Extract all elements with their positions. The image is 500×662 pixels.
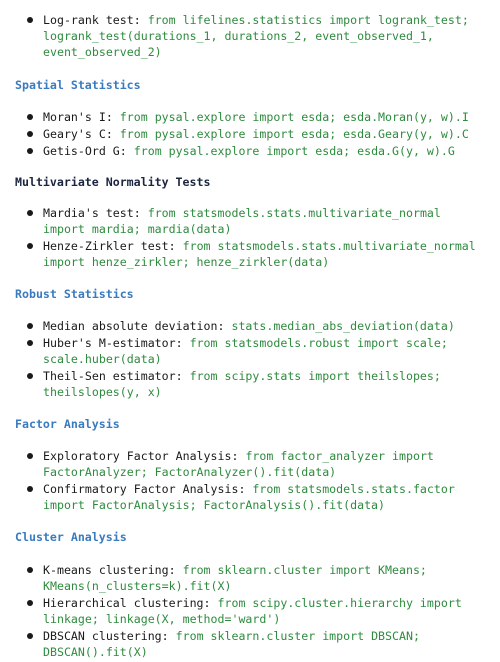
item-code: from pysal.explore import esda; esda.G(y, w).G: [133, 144, 455, 158]
item-code: from scipy.cluster.hierarchy import linkage; linkage(X, method='ward'): [43, 596, 462, 626]
list-item: [0, 318, 483, 334]
item-label: Mardia's test:: [43, 206, 141, 220]
list-item: [0, 628, 483, 660]
item-label: Confirmatory Factor Analysis:: [43, 482, 246, 496]
list-item: [0, 481, 483, 513]
list-item: [0, 126, 483, 142]
bullet-icon: [27, 453, 33, 459]
item-label: K-means clustering:: [43, 563, 176, 577]
section-heading-spatial-statistics: Spatial Statistics: [15, 78, 141, 92]
item-code: from statsmodels.stats.multivariate_normal import henze_zirkler; henze_zirkler(data): [43, 239, 476, 269]
item-label: Moran's I:: [43, 110, 113, 124]
section-heading-cluster-analysis: Cluster Analysis: [15, 530, 127, 544]
item-code: stats.median_abs_deviation(data): [231, 319, 455, 333]
list-item: [0, 448, 483, 480]
list-item: [0, 109, 483, 125]
bullet-icon: [27, 114, 33, 120]
list-item: [0, 335, 483, 367]
item-label: Log-rank test:: [43, 13, 141, 27]
item-label: Theil-Sen estimator:: [43, 369, 183, 383]
item-label: Hierarchical clustering:: [43, 596, 211, 610]
bullet-icon: [27, 633, 33, 639]
cluster-analysis-list: [0, 562, 483, 661]
bullet-icon: [27, 323, 33, 329]
bullet-icon: [27, 210, 33, 216]
item-label: Geary's C:: [43, 127, 113, 141]
bullet-icon: [27, 243, 33, 249]
item-code: from statsmodels.stats.factor import FactorAnalysis; FactorAnalysis().fit(data): [43, 482, 455, 512]
item-code: from pysal.explore import esda; esda.Geary(y, w).C: [119, 127, 469, 141]
bullet-icon: [27, 148, 33, 154]
spatial-statistics-list: [0, 109, 483, 160]
bullet-icon: [27, 340, 33, 346]
multivariate-normality-list: [0, 205, 483, 271]
item-code: from factor_analyzer import FactorAnalyzer; FactorAnalyzer().fit(data): [43, 449, 434, 479]
section-heading-multivariate-normality-tests: Multivariate Normality Tests: [15, 175, 211, 189]
list-item: [0, 368, 483, 400]
item-code: from lifelines.statistics import logrank_test; logrank_test(durations_1, durations_2, event_observed_1, event_observed_2): [43, 13, 469, 59]
bullet-icon: [27, 131, 33, 137]
list-item: [0, 143, 483, 159]
list-item: [0, 562, 483, 594]
item-label: DBSCAN clustering:: [43, 629, 169, 643]
item-code: from sklearn.cluster import DBSCAN; DBSCAN().fit(X): [43, 629, 420, 659]
factor-analysis-list: [0, 448, 483, 514]
list-item: [0, 595, 483, 627]
section-heading-robust-statistics: Robust Statistics: [15, 287, 134, 301]
survival-analysis-list: [0, 12, 483, 61]
item-label: Henze-Zirkler test:: [43, 239, 176, 253]
list-item: [0, 12, 483, 60]
bullet-icon: [27, 373, 33, 379]
item-code: from statsmodels.robust import scale; scale.huber(data): [43, 336, 448, 366]
item-code: from sklearn.cluster import KMeans; KMeans(n_clusters=k).fit(X): [43, 563, 427, 593]
item-label: Huber's M-estimator:: [43, 336, 183, 350]
section-heading-factor-analysis: Factor Analysis: [15, 417, 120, 431]
bullet-icon: [27, 486, 33, 492]
list-item: [0, 238, 483, 270]
item-label: Exploratory Factor Analysis:: [43, 449, 239, 463]
bullet-icon: [27, 567, 33, 573]
list-item: [0, 205, 483, 237]
item-label: Median absolute deviation:: [43, 319, 225, 333]
item-code: from statsmodels.stats.multivariate_normal import mardia; mardia(data): [43, 206, 441, 236]
robust-statistics-list: [0, 318, 483, 401]
bullet-icon: [27, 17, 33, 23]
item-label: Getis-Ord G:: [43, 144, 127, 158]
item-code: from pysal.explore import esda; esda.Moran(y, w).I: [119, 110, 469, 124]
bullet-icon: [27, 600, 33, 606]
item-code: from scipy.stats import theilslopes; theilslopes(y, x): [43, 369, 441, 399]
